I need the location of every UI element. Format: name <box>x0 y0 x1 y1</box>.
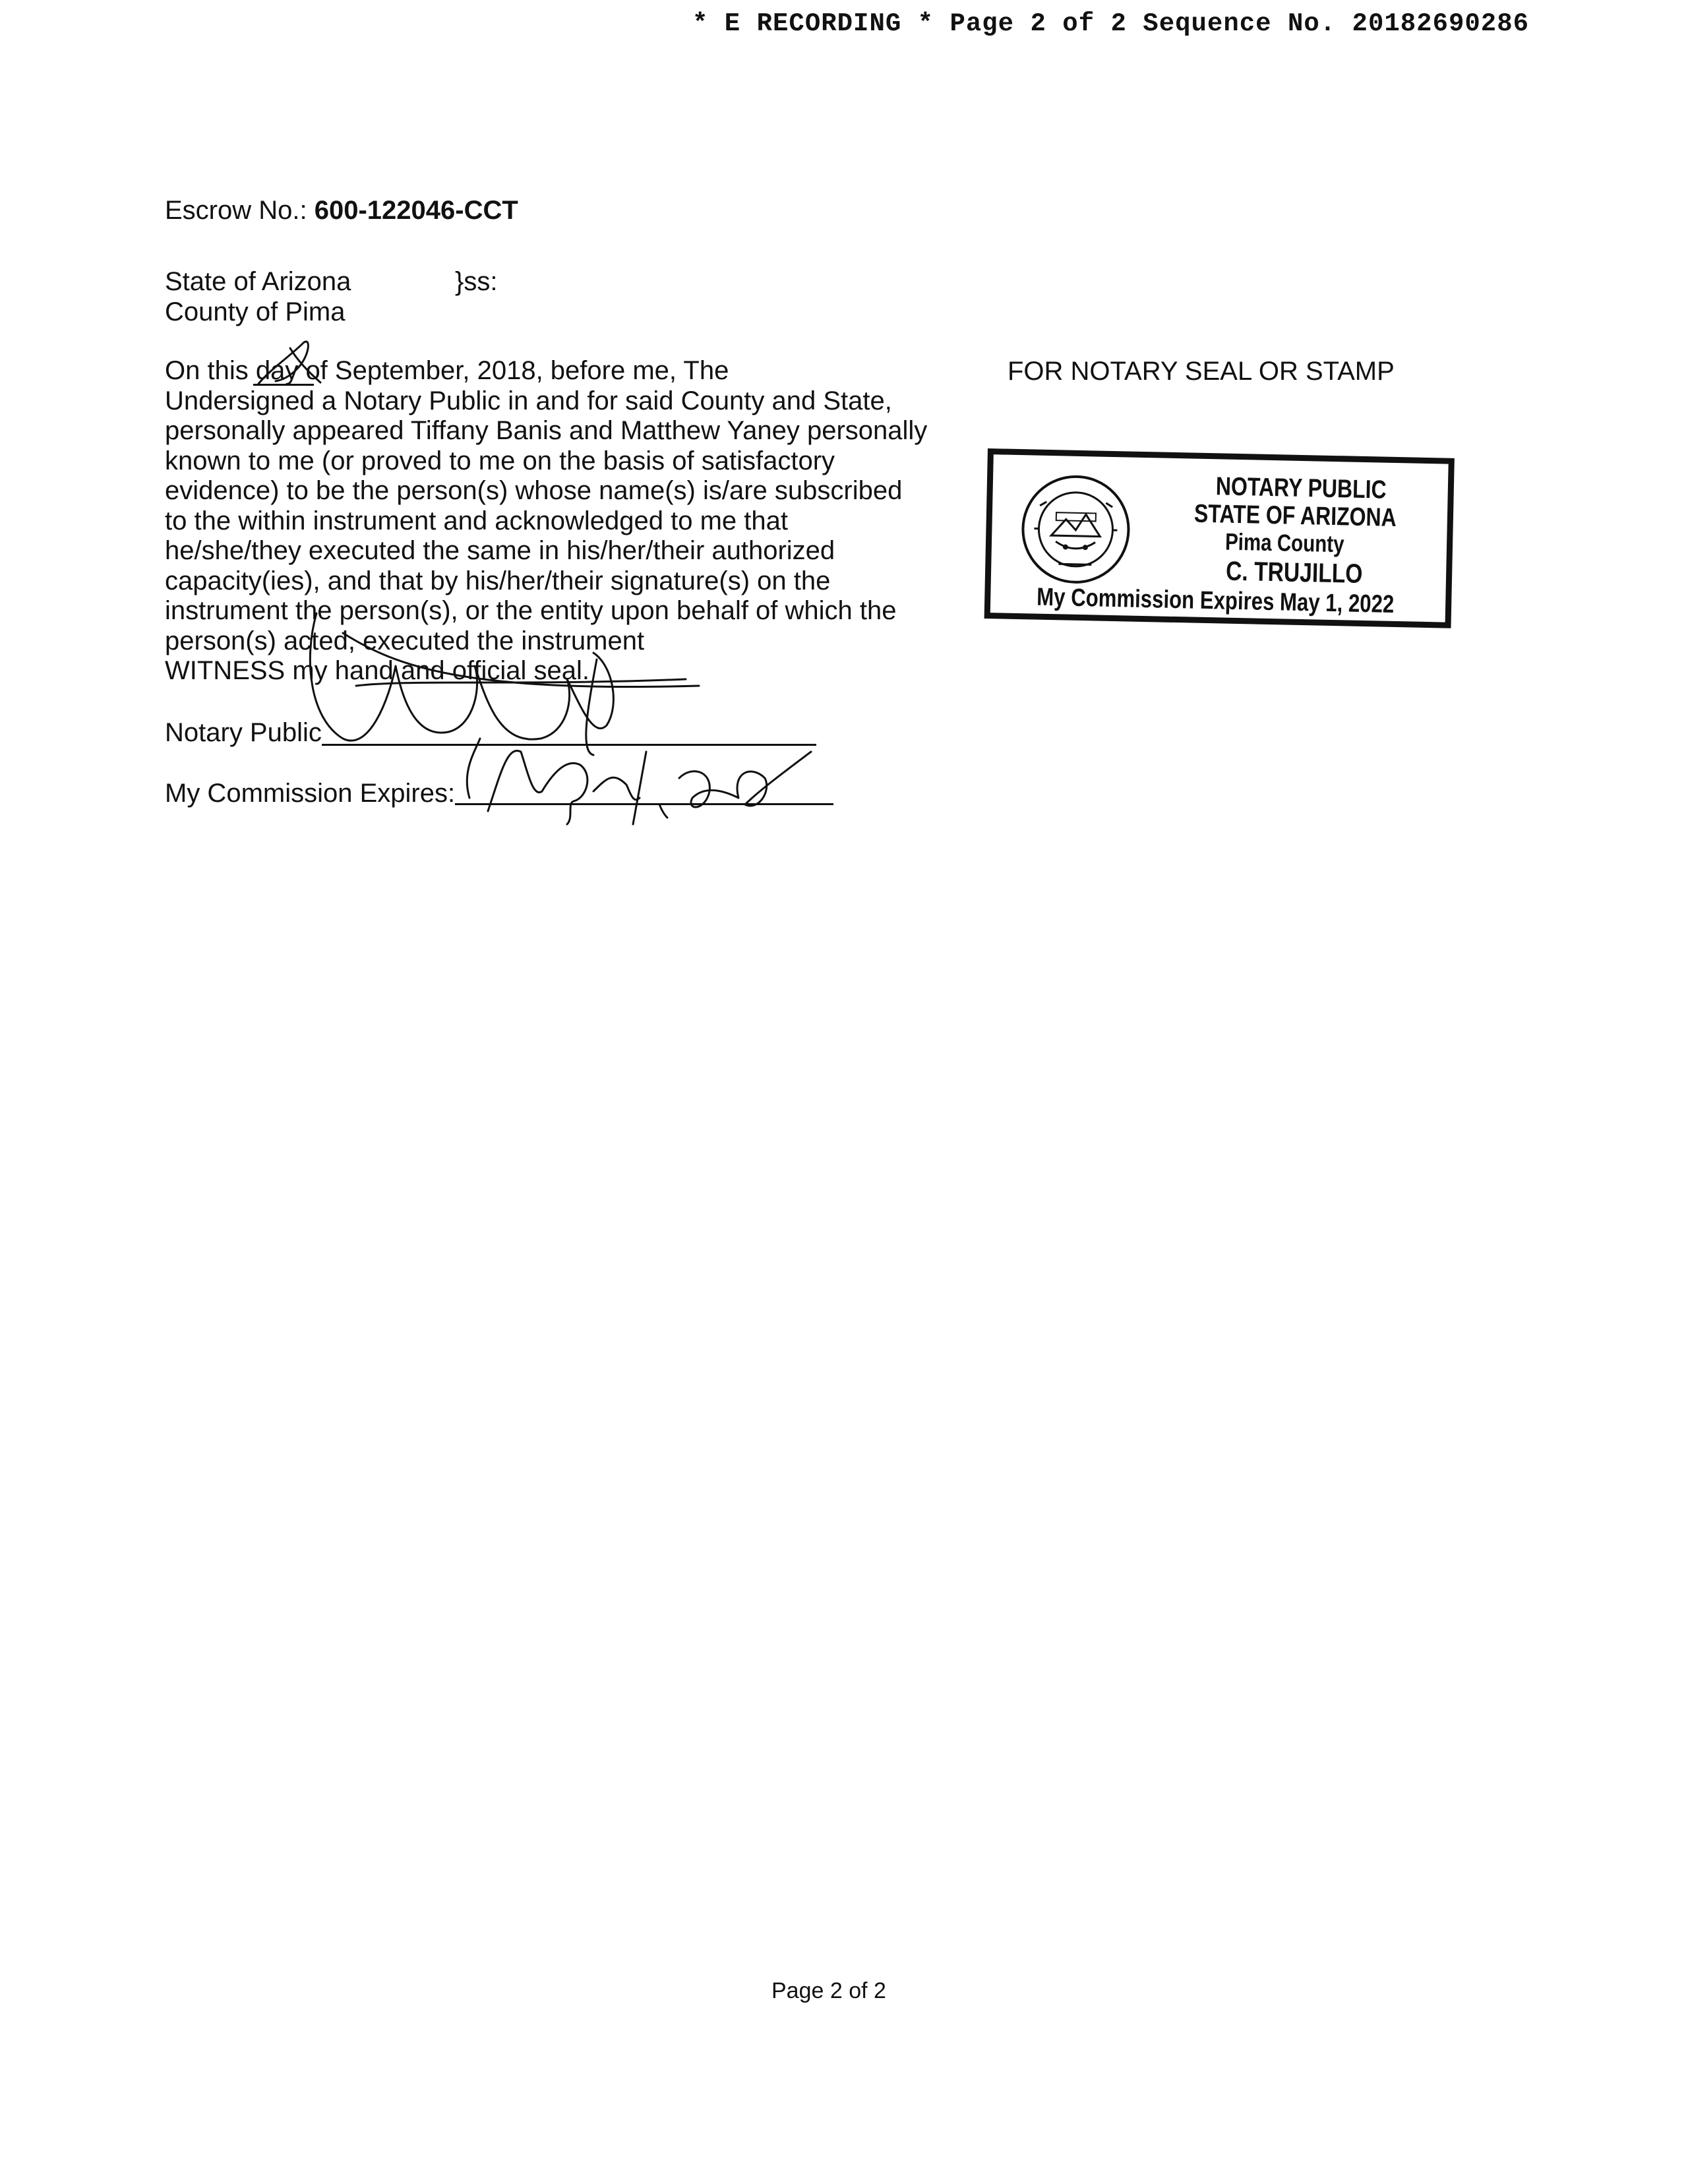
ack-line: Undersigned a Notary Public in and for said County and State, <box>165 386 892 415</box>
day-blank-line <box>253 384 314 386</box>
ack-line: On this day of September, 2018, before me, The <box>165 356 729 385</box>
seal-area-label: FOR NOTARY SEAL OR STAMP <box>1008 357 1395 386</box>
ack-line: WITNESS my hand and official seal. <box>165 656 589 685</box>
escrow-label: Escrow No.: <box>165 196 307 225</box>
venue-state: State of Arizona <box>165 267 351 296</box>
stamp-line-notary-public: NOTARY PUBLIC <box>1215 472 1387 504</box>
notary-signature-line <box>322 744 816 746</box>
ack-line: he/she/they executed the same in his/her/their authorized <box>165 536 835 565</box>
ack-line: personally appeared Tiffany Banis and Matthew Yaney personally <box>165 416 928 445</box>
commission-expires-label: My Commission Expires: <box>165 779 456 808</box>
ack-line: person(s) acted, executed the instrument <box>165 626 645 655</box>
notary-public-label: Notary Public <box>165 718 322 747</box>
recording-header: * E RECORDING * Page 2 of 2 Sequence No. 20182690286 <box>692 9 1529 38</box>
expires-handwritten <box>467 739 811 824</box>
ack-line: capacity(ies), and that by his/her/their signature(s) on the <box>165 566 831 595</box>
venue-county: County of Pima <box>165 297 346 326</box>
escrow-number: 600-122046-CCT <box>314 196 518 225</box>
ack-line: evidence) to be the person(s) whose name(s) is/are subscribed <box>165 476 903 505</box>
notary-stamp <box>984 448 1455 628</box>
venue-ss: }ss: <box>455 267 498 296</box>
ack-line: to the within instrument and acknowledged to me that <box>165 506 788 535</box>
stamp-line-county: Pima County <box>1224 528 1344 558</box>
page-footer: Page 2 of 2 <box>771 1978 886 2003</box>
stamp-line-state: STATE OF ARIZONA <box>1193 499 1397 532</box>
expires-signature-line <box>455 803 833 805</box>
stamp-line-notary-name: C. TRUJILLO <box>1225 555 1363 589</box>
ack-line: known to me (or proved to me on the basis of satisfactory <box>165 446 835 475</box>
state-seal-icon <box>1019 472 1133 587</box>
escrow-number-line <box>165 195 518 226</box>
acknowledgment-paragraph <box>165 356 943 686</box>
ack-line: instrument the person(s), or the entity upon behalf of which the <box>165 596 897 625</box>
stamp-line-expiration: My Commission Expires May 1, 2022 <box>1036 583 1395 619</box>
